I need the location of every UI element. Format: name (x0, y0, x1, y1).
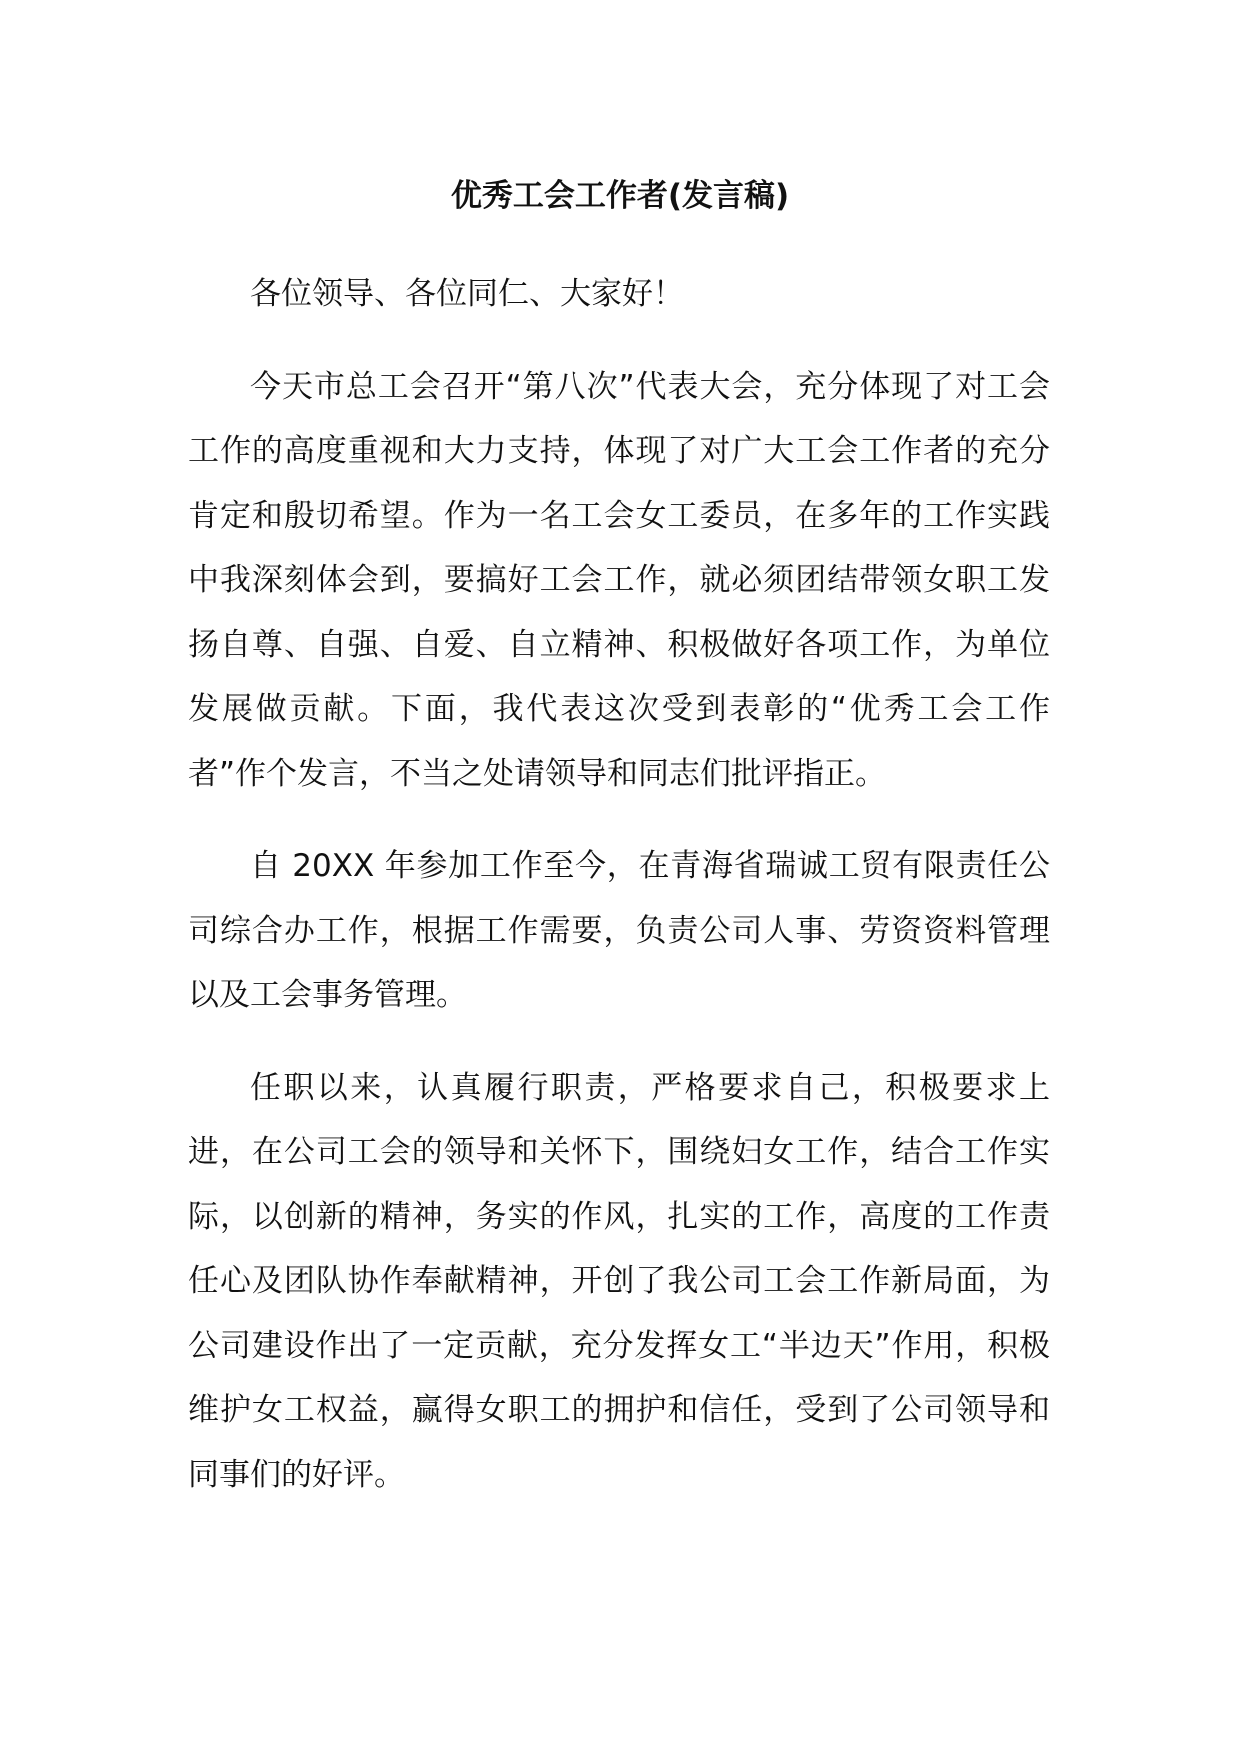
body-paragraph-3: 任职以来，认真履行职责，严格要求自己，积极要求上进，在公司工会的领导和关怀下，围绕妇女工作，结合工作实际，以创新的精神，务实的作风，扎实的工作，高度的工作责任心及团队协作奉献精神，开创了我公司工会工作新局面，为公司建设作出了一定贡献，充分发挥女工“半边天”作用，积极维护女工权益，赢得女职工的拥护和信任，受到了公司领导和同事们的好评。 (188, 1069, 1050, 1493)
document-body (188, 262, 1050, 1535)
body-paragraph-2: 自 20XX 年参加工作至今，在青海省瑞诚工贸有限责任公司综合办工作，根据工作需要，负责公司人事、劳资资料管理以及工会事务管理。 (188, 848, 1050, 1013)
greeting-paragraph: 各位领导、各位同仁、大家好！ (250, 276, 684, 312)
body-paragraph-1: 今天市总工会召开“第八次”代表大会，充分体现了对工会工作的高度重视和大力支持，体现了对广大工会工作者的充分肯定和殷切希望。作为一名工会女工委员，在多年的工作实践中我深刻体会到，要搞好工会工作，就必须团结带领女职工发扬自尊、自强、自爱、自立精神、积极做好各项工作，为单位发展做贡献。下面，我代表这次受到表彰的“优秀工会工作者”作个发言，不当之处请领导和同志们批评指正。 (188, 368, 1050, 792)
document-title: 优秀工会工作者(发言稿) (450, 178, 790, 214)
